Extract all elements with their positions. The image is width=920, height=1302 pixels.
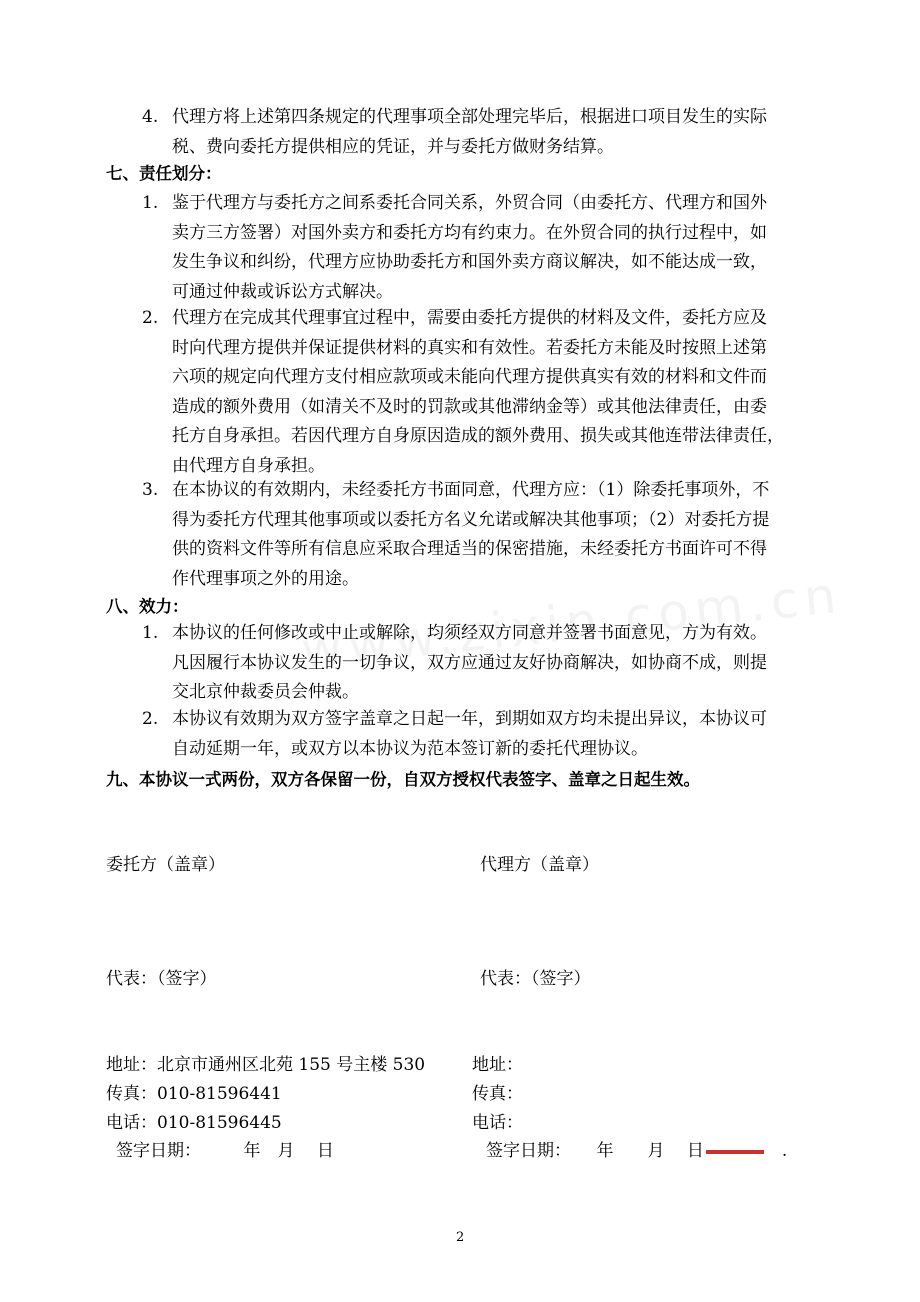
section9-heading: 九、本协议一式两份，双方各保留一份，自双方授权代表签字、盖章之日起生效。 — [106, 770, 700, 789]
item-number: 2. — [142, 709, 159, 729]
section6-item-4 — [144, 103, 824, 162]
section7-item-3 — [144, 476, 824, 594]
right-party-label: 代理方（盖章） — [480, 855, 599, 875]
text-line: 卖方三方签署）对国外卖方和委托方均有约束力。在外贸合同的执行过程中，如 — [172, 222, 767, 243]
text-line: 作代理事项之外的用途。 — [172, 568, 359, 589]
left-address: 地址：北京市通州区北苑 155 号主楼 530 — [106, 1055, 426, 1075]
page-number: 2 — [456, 1230, 465, 1245]
text-line: 自动延期一年，或双方以本协议为范本签订新的委托代理协议。 — [172, 738, 648, 759]
trailing-period: . — [781, 1141, 788, 1161]
item-number: 1. — [142, 623, 159, 643]
right-phone: 电话： — [472, 1113, 523, 1133]
left-party-label: 委托方（盖章） — [106, 855, 225, 875]
section7-item-2 — [144, 304, 824, 481]
item-number: 1. — [142, 193, 159, 213]
text-line: 六项的规定向代理方支付相应款项或未能向代理方提供真实有效的材料和文件而 — [172, 367, 767, 387]
text-line: 由代理方自身承担。 — [172, 455, 325, 476]
text-line: 供的资料文件等所有信息应采取合理适当的保密措施，未经委托方书面许可不得 — [172, 539, 767, 559]
left-sign-date: 签字日期： 年 月 日 — [116, 1141, 334, 1161]
text-line: 本协议有效期为双方签字盖章之日起一年，到期如双方均未提出异议，本协议可 — [172, 709, 767, 729]
left-phone: 电话：010-81596445 — [106, 1113, 282, 1133]
text-line: 代理方在完成其代理事宜过程中，需要由委托方提供的材料及文件，委托方应及 — [172, 308, 767, 328]
right-fax: 传真： — [472, 1084, 523, 1104]
text-line: 本协议的任何修改或中止或解除，均须经双方同意并签署书面意见，方为有效。 — [172, 623, 767, 643]
text-line: 造成的额外费用（如清关不及时的罚款或其他滞纳金等）或其他法律责任，由委 — [172, 396, 767, 417]
section7-item-1 — [144, 189, 824, 307]
text-line: 交北京仲裁委员会仲裁。 — [172, 682, 359, 702]
text-line: 发生争议和纠纷，代理方应协助委托方和国外卖方商议解决，如不能达成一致， — [172, 252, 767, 272]
item-number: 3. — [142, 480, 159, 500]
text-line: 鉴于代理方与委托方之间系委托合同关系，外贸合同（由委托方、代理方和国外 — [172, 193, 767, 213]
section7-heading: 七、责任划分： — [106, 164, 222, 183]
item-number: 2. — [142, 308, 159, 328]
section8-item-1 — [144, 619, 824, 708]
text-line: 税、费向委托方提供相应的凭证，并与委托方做财务结算。 — [172, 136, 614, 157]
text-line: 在本协议的有效期内，未经委托方书面同意，代理方应：（1）除委托事项外，不 — [172, 480, 770, 500]
text-line: 得为委托方代理其他事项或以委托方名义允诺或解决其他事项；（2）对委托方提 — [172, 509, 770, 530]
red-redaction-mark — [706, 1150, 764, 1154]
left-rep-label: 代表：（签字） — [106, 969, 217, 989]
text-line: 时向代理方提供并保证提供材料的真实和有效性。若委托方未能及时按照上述第 — [172, 337, 767, 358]
text-line: 凡因履行本协议发生的一切争议，双方应通过友好协商解决，如协商不成，则提 — [172, 652, 767, 673]
right-address: 地址： — [472, 1055, 523, 1075]
section8-heading: 八、效力： — [106, 597, 189, 616]
left-fax: 传真：010-81596441 — [106, 1084, 282, 1104]
right-sign-date: 签字日期： 年 月 日 — [486, 1141, 704, 1161]
right-sign-date-row — [486, 1136, 787, 1161]
right-rep-label: 代表：（签字） — [480, 969, 591, 989]
text-line: 可通过仲裁或诉讼方式解决。 — [172, 281, 393, 302]
text-line: 代理方将上述第四条规定的代理事项全部处理完毕后，根据进口项目发生的实际 — [172, 107, 767, 127]
text-line: 托方自身承担。若因代理方自身原因造成的额外费用、损失或其他连带法律责任， — [172, 426, 784, 446]
section8-item-2 — [144, 705, 824, 764]
item-number: 4. — [142, 107, 159, 127]
